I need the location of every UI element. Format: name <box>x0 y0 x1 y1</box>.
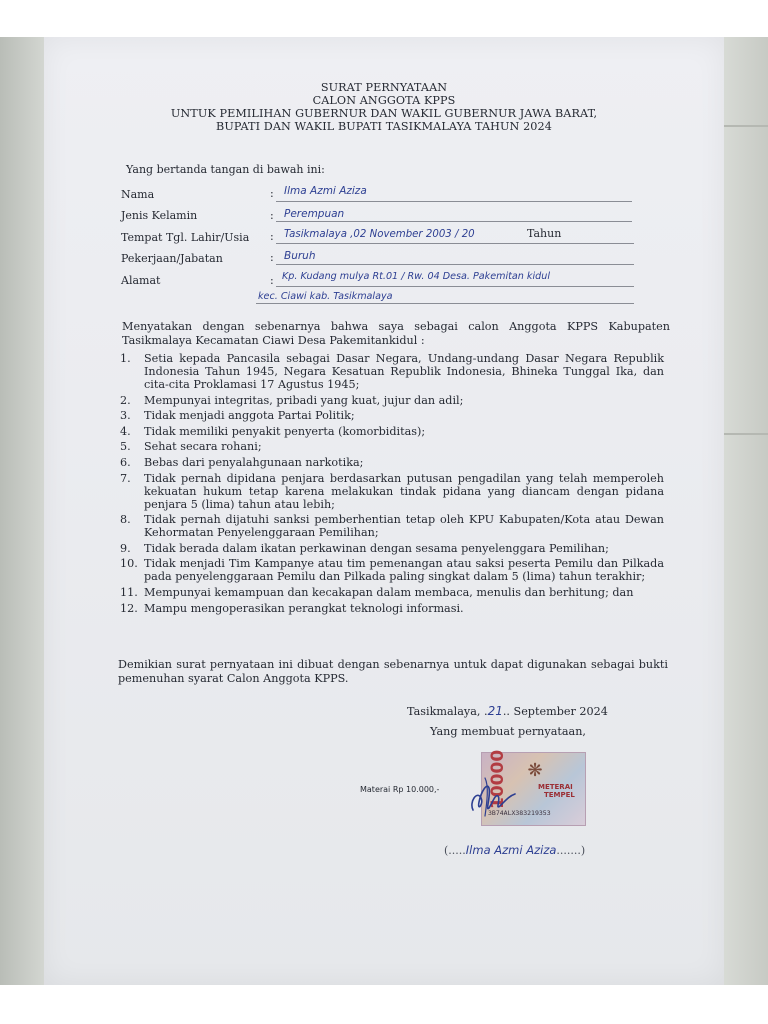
declaration-text: Setia kepada Pancasila sebagai Dasar Negara, Undang-undang Dasar Negara Republik Indonesia Tahun 1945, Negara Kesatuan Republik Indonesia, Bhineka Tunggal Ika, dan cita-cita Proklamasi 17 Agustus 1945; <box>144 352 664 391</box>
declaration-text: Mampu mengoperasikan perangkat teknologi informasi. <box>144 601 464 615</box>
declaration-item <box>120 472 664 511</box>
signer-handwritten-name: Ilma Azmi Aziza <box>465 843 557 857</box>
declaration-item <box>120 394 664 407</box>
line-pekerjaan <box>276 264 634 265</box>
date-day: 21 <box>487 704 503 718</box>
background-bottom <box>0 985 768 1024</box>
garuda-emblem-icon: ❋ <box>527 760 543 781</box>
place-text: Tasikmalaya, <box>407 705 484 718</box>
header-subtitle: CALON ANGGOTA KPPS <box>312 94 456 107</box>
document-header <box>44 81 724 133</box>
value-ttl: Tasikmalaya ,02 November 2003 / 20 <box>284 229 475 240</box>
signer-close: .......) <box>556 844 586 857</box>
background-left-surface <box>0 37 44 985</box>
value-pekerjaan: Buruh <box>284 250 316 262</box>
header-title: SURAT PERNYATAAN <box>320 81 448 94</box>
colon-nama: : <box>270 187 274 200</box>
declaration-number: 9. <box>120 541 131 555</box>
signer-name <box>444 843 585 857</box>
signer-open: (..... <box>444 844 466 857</box>
document-paper <box>44 37 724 985</box>
place-date <box>407 704 608 718</box>
header-line-3: UNTUK PEMILIHAN GUBERNUR DAN WAKIL GUBERNUR JAWA BARAT, <box>170 107 598 120</box>
declaration-item <box>120 409 664 422</box>
line-nama <box>276 201 632 202</box>
line-ttl <box>276 243 634 244</box>
declaration-item <box>120 602 664 615</box>
signature <box>465 772 525 822</box>
colon-pekerjaan: : <box>270 251 274 264</box>
declaration-number: 3. <box>120 409 131 423</box>
colon-jenis-kelamin: : <box>270 209 274 222</box>
declaration-text: Tidak menjadi anggota Partai Politik; <box>144 409 355 423</box>
declaration-number: 8. <box>120 513 131 527</box>
declaration-number: 12. <box>120 601 138 615</box>
colon-ttl: : <box>270 230 274 243</box>
line-jenis-kelamin <box>276 221 632 222</box>
intro-text: Yang bertanda tangan di bawah ini: <box>126 163 325 176</box>
declaration-number: 10. <box>120 557 138 571</box>
declaration-number: 7. <box>120 471 131 485</box>
declaration-item <box>120 425 664 438</box>
declaration-item <box>120 352 664 391</box>
declaration-item <box>120 440 664 453</box>
declaration-item <box>120 513 664 539</box>
label-tahun: Tahun <box>527 227 562 240</box>
label-alamat: Alamat <box>121 274 161 287</box>
declaration-item <box>120 586 664 599</box>
declaration-list <box>120 352 664 617</box>
colon-alamat: : <box>270 274 274 287</box>
closing-text: Demikian surat pernyataan ini dibuat dengan sebenarnya untuk dapat digunakan sebagai bukti pemenuhan syarat Calon Anggota KPPS. <box>118 658 668 685</box>
declaration-text: Mempunyai kemampuan dan kecakapan dalam membaca, menulis dan berhitung; dan <box>144 585 634 599</box>
date-rest: September 2024 <box>509 705 608 718</box>
declaration-text: Mempunyai integritas, pribadi yang kuat, jujur dan adil; <box>144 393 464 407</box>
statement-text: Menyatakan dengan sebenarnya bahwa saya sebagai calon Anggota KPPS Kabupaten Tasikmalaya Kecamatan Ciawi Desa Pakemitankidul : <box>122 320 670 347</box>
value-alamat-line1: Kp. Kudang mulya Rt.01 / Rw. 04 Desa. Pakemitan kidul <box>282 271 550 282</box>
declaration-item <box>120 557 664 583</box>
value-jenis-kelamin: Perempuan <box>284 208 345 220</box>
value-alamat-line2: kec. Ciawi kab. Tasikmalaya <box>258 291 393 302</box>
stamp-title-1: METERAI <box>538 783 573 791</box>
line-alamat-2 <box>256 303 634 304</box>
declaration-number: 4. <box>120 424 131 438</box>
declaration-text: Tidak pernah dijatuhi sanksi pemberhentian tetap oleh KPU Kabupaten/Kota atau Dewan Kehormatan Penyelenggaraan Pemilihan; <box>144 513 664 540</box>
label-pekerjaan: Pekerjaan/Jabatan <box>121 252 223 265</box>
label-nama: Nama <box>121 188 155 201</box>
declaration-item <box>120 456 664 469</box>
declaration-text: Tidak berada dalam ikatan perkawinan dengan sesama penyelenggara Pemilihan; <box>144 541 609 555</box>
materai-label: Materai Rp 10.000,- <box>360 785 440 794</box>
stamp-serial: 3B74ALX383219353 <box>488 809 551 817</box>
maker-text: Yang membuat pernyataan, <box>430 725 586 738</box>
declaration-number: 6. <box>120 455 131 469</box>
background-right-surface <box>722 37 768 985</box>
declaration-number: 5. <box>120 440 131 454</box>
header-line-4: BUPATI DAN WAKIL BUPATI TASIKMALAYA TAHUN 2024 <box>216 120 552 133</box>
line-alamat-1 <box>276 286 634 287</box>
declaration-item <box>120 542 664 555</box>
background-top <box>0 0 768 37</box>
stamp-title-2: TEMPEL <box>544 791 575 799</box>
declaration-text: Tidak menjadi Tim Kampanye atau tim pemenangan atau saksi peserta Pemilu dan Pilkada pada penyelenggaraan Pemilu dan Pilkada paling singkat dalam 5 (lima) tahun terakhir; <box>144 557 664 584</box>
declaration-number: 1. <box>120 352 131 365</box>
label-ttl: Tempat Tgl. Lahir/Usia <box>121 231 250 244</box>
declaration-number: 11. <box>120 585 138 599</box>
value-nama: Ilma Azmi Aziza <box>284 185 367 197</box>
date-dots-left: . <box>484 705 488 718</box>
declaration-text: Tidak pernah dipidana penjara berdasarkan putusan pengadilan yang telah memperoleh kekuatan hukum tetap karena melakukan tindak pidana yang diancam dengan pidana penjara 5 (lima) tahun atau lebih; <box>144 471 664 511</box>
declaration-number: 2. <box>120 393 131 407</box>
declaration-text: Bebas dari penyalahgunaan narkotika; <box>144 455 364 469</box>
stamp-value: 10000 <box>488 749 508 809</box>
label-jenis-kelamin: Jenis Kelamin <box>121 209 198 222</box>
date-dots-right: .. <box>502 705 510 718</box>
declaration-text: Tidak memiliki penyakit penyerta (komorbiditas); <box>144 424 426 438</box>
declaration-text: Sehat secara rohani; <box>144 440 262 454</box>
